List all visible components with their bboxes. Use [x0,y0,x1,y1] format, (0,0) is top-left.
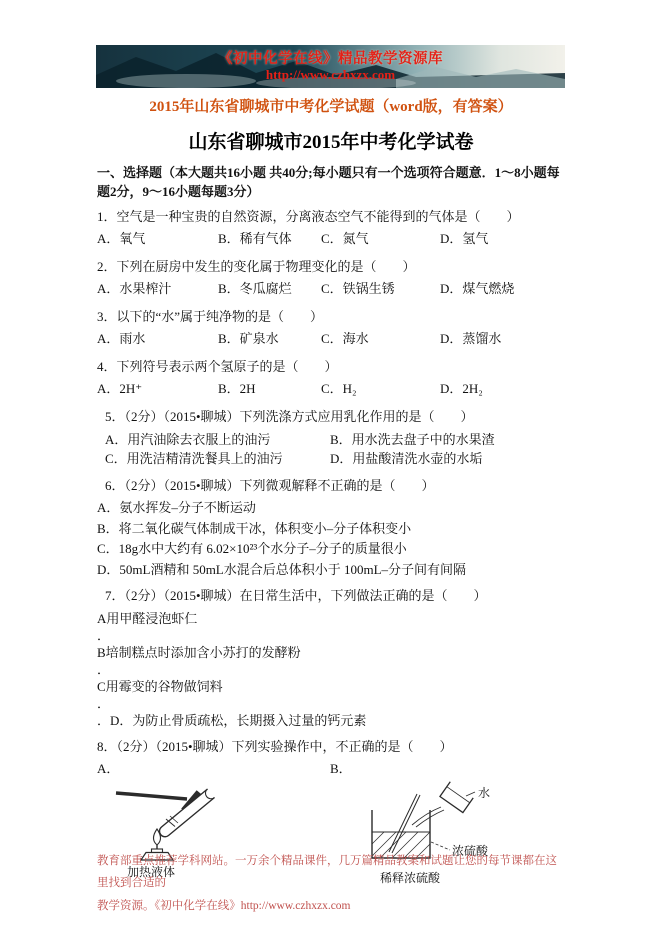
question-5-option-a: A．用汽油除去衣服上的油污 [105,431,271,447]
footer-line-2-text: 教学资源。《初中化学在线》 [97,899,241,912]
question-5-options [97,431,565,468]
question-7-options [97,610,565,729]
question-4-option-b: B．2H [218,381,256,397]
question-8-stem: 8．（2分）（2015•聊城）下列实验操作中，不正确的是（ ） [97,738,453,754]
question-3-options [97,330,565,348]
question-3-option-a: A．雨水 [97,331,146,347]
question-6-option-a: A．氨水挥发–分子不断运动 [97,500,256,516]
question-7-dot-1: ． [97,627,111,643]
question-1 [97,208,565,248]
question-7-option-d: ．D．为防止骨质疏松，长期摄入过量的钙元素 [97,712,367,728]
question-3-option-b: B．矿泉水 [218,331,279,347]
question-6-option-b: B．将二氧化碳气体制成干冰，体积变小–分子体积变小 [97,520,412,536]
resource-title-line: 2015年山东省聊城市中考化学试题（word版，有答案） [149,99,513,115]
question-1-option-c: C．氮气 [321,231,369,247]
question-6-stem: 6．（2分）（2015•聊城）下列微观解释不正确的是（ ） [105,477,435,493]
question-3-stem: 3．以下的“水”属于纯净物的是（ ） [97,308,324,324]
question-2-stem: 2．下列在厨房中发生的变化属于物理变化的是（ ） [97,258,416,274]
question-7 [97,587,565,729]
question-5-option-c: C．用洗洁精清洗餐具上的油污 [105,451,283,467]
question-8-option-a-label: A． [97,761,120,777]
question-4-option-a: A．2H⁺ [97,381,143,397]
question-2-option-a: A．水果榨汁 [97,281,172,297]
question-4-option-c: C．H₂ [321,381,357,397]
question-5 [97,408,565,468]
question-6 [97,477,565,579]
question-6-option-c: C．18g水中大约有 6.02×10²³个水分子–分子的质量很小 [97,541,407,557]
question-1-options [97,230,565,248]
water-label: 水 [478,785,491,800]
acid-label: 浓硫酸 [452,843,489,858]
question-5-option-d: D．用盐酸清洗水壶的水垢 [330,451,483,467]
footer-line-1: 教育部重点推荐学科网站。一万余个精品课件，几万篇精品教案和试题让您的每节课都在这里找到合适的 [97,855,557,890]
question-7-dot-2: ． [97,661,111,677]
question-2 [97,258,565,298]
question-5-stem: 5．（2分）（2015•聊城）下列洗涤方式应用乳化作用的是（ ） [105,408,474,424]
question-7-option-b: B培制糕点时添加含小苏打的发酵粉 [97,644,301,660]
question-1-option-d: D．氢气 [440,231,489,247]
question-2-option-c: C．铁锅生锈 [321,281,395,297]
question-1-option-b: B．稀有气体 [218,231,292,247]
question-8-option-labels [97,760,565,778]
question-2-option-d: D．煤气燃烧 [440,281,515,297]
section-1-heading: 一、选择题（本大题共16小题 共40分;每小题只有一个选项符合题意．1～8小题每题2分，9～16小题每题3分） [97,164,560,199]
question-3-option-c: C．海水 [321,331,369,347]
question-2-options [97,280,565,298]
question-7-option-a: A用甲醛浸泡虾仁 [97,610,198,626]
question-4-option-d: D．2H₂ [440,381,483,397]
question-4 [97,358,565,398]
question-1-option-a: A．氧气 [97,231,146,247]
question-3 [97,308,565,348]
question-7-dot-3: ． [97,695,111,711]
site-footer [97,850,567,917]
question-2-option-b: B．冬瓜腐烂 [218,281,292,297]
question-4-options [97,380,565,398]
footer-line-2 [97,895,567,917]
question-6-options [97,499,565,578]
banner-site-title: 《初中化学在线》精品教学资源库 [218,51,443,67]
question-3-option-d: D．蒸馏水 [440,331,502,347]
figure-a-caption: 加热液体 [127,864,176,879]
question-5-option-b: B．用水洗去盘子中的水果渣 [330,431,495,447]
site-banner [96,45,565,88]
document-body [97,97,565,886]
exam-title: 山东省聊城市2015年中考化学试卷 [188,132,474,154]
question-4-stem: 4．下列符号表示两个氢原子的是（ ） [97,358,338,374]
question-7-option-c: C用霉变的谷物做饲料 [97,678,223,694]
figure-b-caption: 稀释浓硫酸 [380,870,441,885]
question-7-stem: 7．（2分）（2015•聊城）在日常生活中，下列做法正确的是（ ） [105,588,487,604]
question-6-option-d: D．50mL酒精和 50mL水混合后总体积小于 100mL–分子间有间隔 [97,561,467,577]
footer-site-url[interactable]: http://www.czhxzx.com [240,899,351,912]
question-1-stem: 1．空气是一种宝贵的自然资源，分离液态空气不能得到的气体是（ ） [97,208,520,224]
banner-site-url[interactable]: http://www.czhxzx.com [265,67,396,82]
question-8-option-b-label: B． [330,761,352,777]
